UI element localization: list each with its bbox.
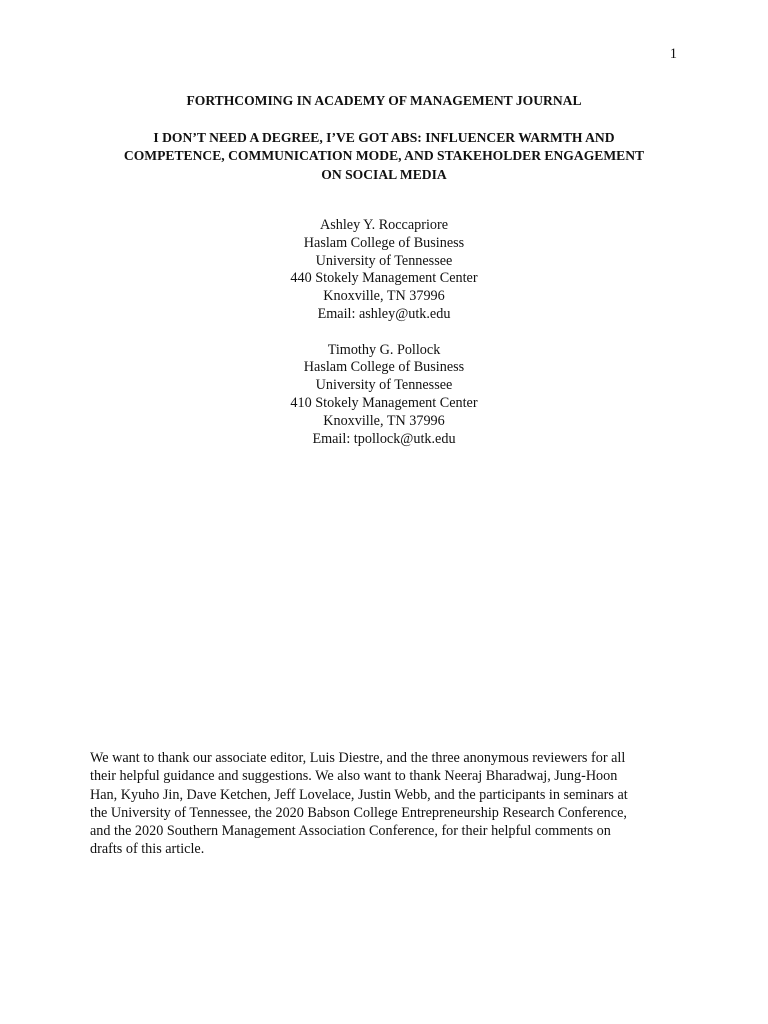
acknowledgment-paragraph: We want to thank our associate editor, Luis Diestre, and the three anonymous reviewers for all their helpful guidance and suggestions. We also want to thank Neeraj Bharadwaj, Jung-Hoon Han, Kyuho Jin, Dave Ketchen, Jeff Lovelace, Justin Webb, and the participants in seminars at the University of Tennessee, the 2020 Babson College Entrepreneurship Research Conference, and the 2020 Southern Management Association Conference, for their helpful comments on drafts of this article. (90, 750, 628, 858)
author-block (60, 217, 708, 324)
paper-title: I DON’T NEED A DEGREE, I’VE GOT ABS: INFLUENCER WARMTH AND COMPETENCE, COMMUNICATION MODE, AND STAKEHOLDER ENGAGEMENT ON SOCIAL MEDIA (123, 129, 645, 182)
document-header (60, 92, 708, 184)
author-list (60, 217, 708, 448)
author-name: Ashley Y. Roccapriore (319, 217, 449, 233)
author-city: Knoxville, TN 37996 (323, 412, 445, 429)
author-name: Timothy G. Pollock (327, 341, 441, 358)
page-number: 1 (669, 46, 677, 62)
author-email: Email: tpollock@utk.edu (312, 430, 456, 447)
journal-line: FORTHCOMING IN ACADEMY OF MANAGEMENT JOURNAL (186, 93, 582, 108)
author-university: University of Tennessee (315, 252, 453, 269)
author-email: Email: ashley@utk.edu (317, 305, 451, 322)
author-block (60, 342, 708, 449)
author-city: Knoxville, TN 37996 (323, 288, 445, 305)
author-college: Haslam College of Business (303, 234, 465, 251)
author-college: Haslam College of Business (303, 359, 465, 376)
author-address: 440 Stokely Management Center (290, 270, 478, 287)
author-address: 410 Stokely Management Center (290, 394, 478, 411)
author-university: University of Tennessee (315, 377, 453, 394)
